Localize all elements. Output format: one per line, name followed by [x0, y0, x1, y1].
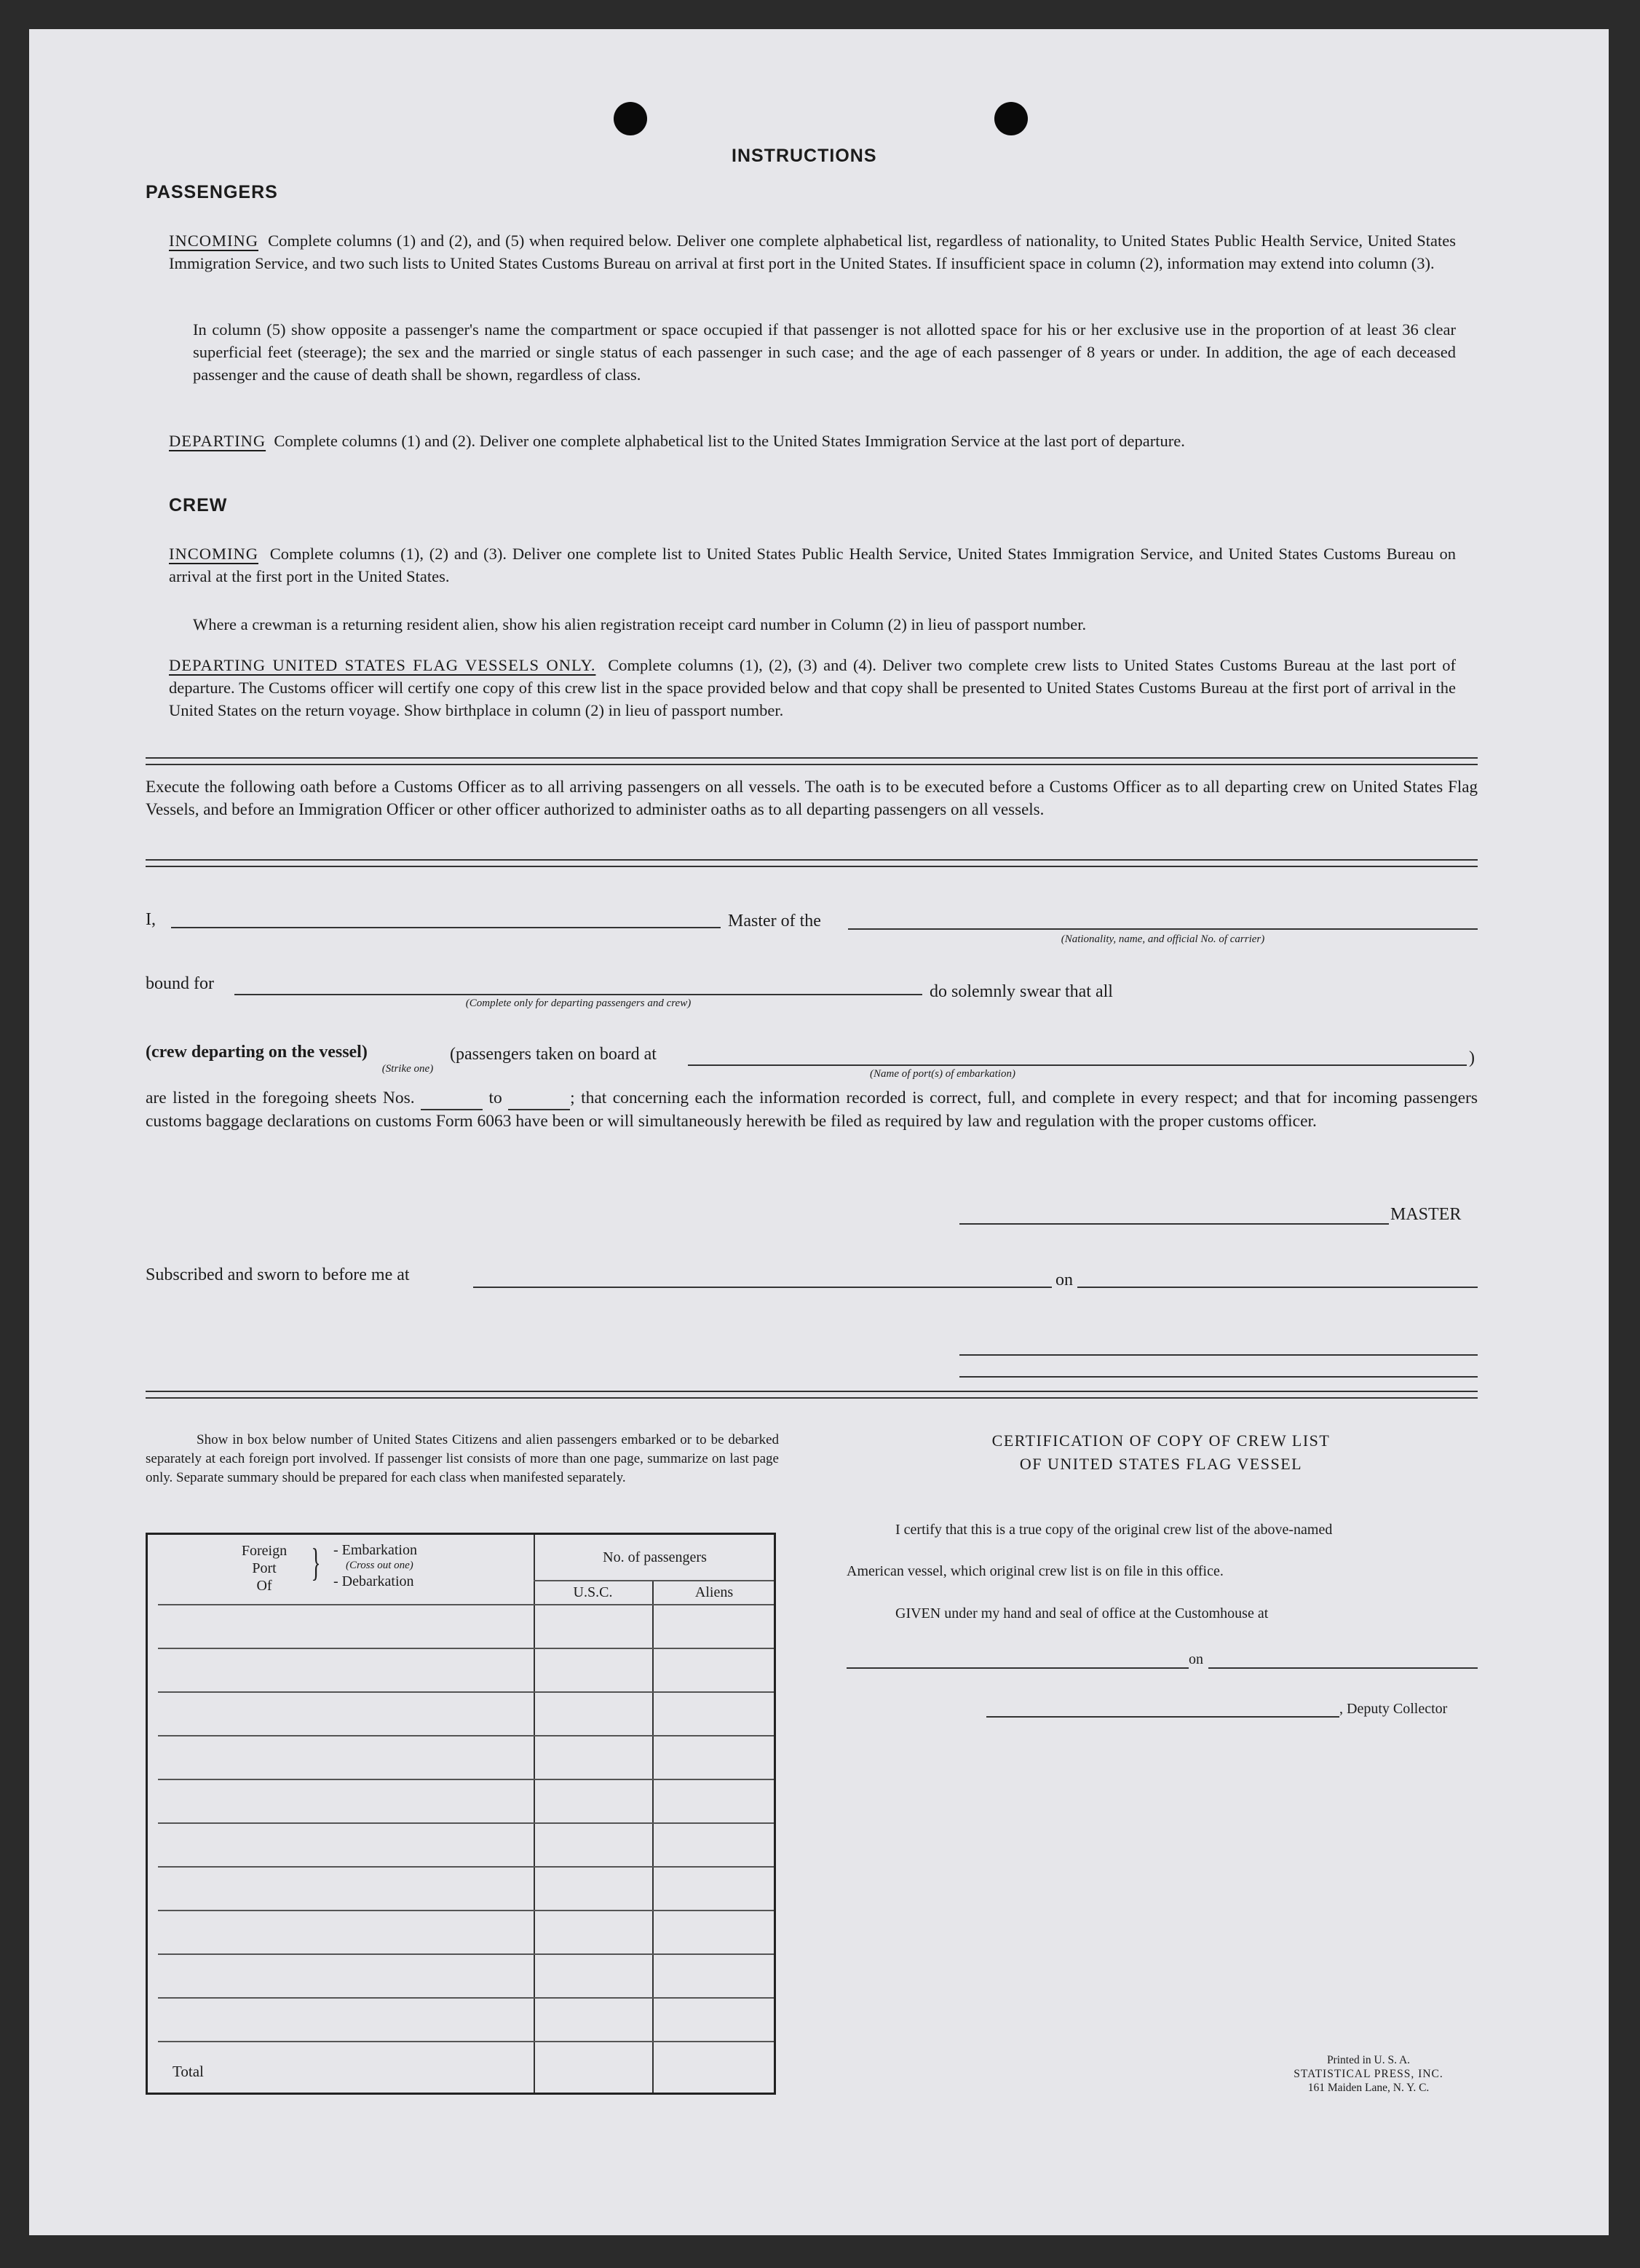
crew-departing-label: DEPARTING UNITED STATES FLAG VESSELS ONLY.	[169, 656, 596, 674]
embarkation-label: - Embarkation	[333, 1542, 417, 1558]
aliens-header: Aliens	[694, 1584, 734, 1600]
given-text: GIVEN under my hand and seal of office at the Customhouse at	[895, 1605, 1269, 1621]
debarkation-label: - Debarkation	[333, 1573, 414, 1589]
sheet-from-field[interactable]	[421, 1087, 483, 1110]
certification-line-1: I certify that this is a true copy of the original crew list of the above-named	[895, 1522, 1333, 1538]
crew-heading: CREW	[169, 495, 228, 515]
deputy-signature-field[interactable]	[986, 1716, 1339, 1718]
of-label: Of	[256, 1578, 272, 1594]
instructions-title: INSTRUCTIONS	[732, 146, 877, 166]
crew-departing-option	[146, 1043, 368, 1062]
sworn-on-label: on	[1055, 1271, 1073, 1289]
passengers-departing-text: Complete columns (1) and (2). Deliver one complete alphabetical list to the United States Immigration Service at the last port of departure.	[274, 432, 1185, 450]
crew-incoming-text: Complete columns (1), (2) and (3). Deliver one complete list to United States Public Health Service, United States Immigration Service, and United States Customs Bureau on arrival at the first port in the United States.	[169, 545, 1457, 585]
passengers-departing-paragraph	[169, 430, 1456, 452]
officer-signature-field[interactable]	[959, 1354, 1478, 1356]
column5-paragraph: In column (5) show opposite a passenger's name the compartment or space occupied if that passenger is not allotted space for his or her exclusive use in the proportion of at least 36 clear superficial feet (steerage); the sex and the married or single status of each passenger in such case; and the age of each passenger of 8 years or under. In addition, the age of each deceased passenger and the cause of death shall be shown, regardless of class.	[193, 320, 1456, 384]
oath-intro: Execute the following oath before a Customs Officer as to all arriving passengers on all vessels. The oath is to be executed before a Customs Officer as to all departing crew on United States Flag Vessels, and before an Immigration Officer or other officer authorized to administer oaths as to all departing passengers on all vessels.	[146, 778, 1478, 818]
table-row	[158, 1648, 774, 1649]
table-divider	[652, 1580, 654, 2093]
bound-for-label: bound for	[146, 974, 214, 993]
sworn-place-field[interactable]	[473, 1287, 1052, 1288]
passengers-taken-label: (passengers taken on board at	[450, 1045, 657, 1064]
printer-line-1: Printed in U. S. A.	[1326, 2054, 1411, 2066]
certification-title-line-1: CERTIFICATION OF COPY OF CREW LIST	[991, 1431, 1331, 1450]
table-row	[158, 1997, 774, 1999]
port-label: Port	[252, 1560, 277, 1576]
passengers-departing-label: DEPARTING	[169, 432, 266, 450]
listed-text-b: ; that concerning each the information recorded is correct, full, and complete in every respect; and that for incoming passengers customs baggage declarations on customs Form 6063 have been or will simultaneously herewith be filed as required by law and regulation with the proper customs officer.	[146, 1088, 1478, 1131]
brace-icon: }	[311, 1541, 321, 1584]
no-passengers-header: No. of passengers	[603, 1549, 707, 1565]
table-row	[158, 1735, 774, 1736]
close-paren: )	[1469, 1048, 1475, 1067]
deputy-collector-label: , Deputy Collector	[1339, 1701, 1448, 1717]
printer-line-3: 161 Maiden Lane, N. Y. C.	[1307, 2082, 1430, 2094]
table-row	[158, 1866, 774, 1868]
total-label: Total	[173, 2063, 204, 2080]
crew-incoming-label: INCOMING	[169, 545, 258, 563]
certification-title-line-2: OF UNITED STATES FLAG VESSEL	[1019, 1455, 1303, 1473]
swear-text: do solemnly swear that all	[930, 982, 1113, 1001]
section-divider	[146, 757, 1478, 765]
summary-note: Show in box below number of United States Citizens and alien passengers embarked or to be debarked separately at each foreign port involved. If passenger list consists of more than one page, summarize on last page only. Separate summary should be prepared for each class when manifested separately.	[146, 1432, 779, 1485]
foreign-label: Foreign	[241, 1543, 288, 1559]
officer-title-field[interactable]	[959, 1376, 1478, 1378]
table-row	[158, 2041, 774, 2042]
sheet-to-field[interactable]	[508, 1087, 570, 1110]
oath-i-label: I,	[146, 910, 156, 929]
section-divider	[146, 1391, 1478, 1399]
carrier-caption: (Nationality, name, and official No. of carrier)	[1061, 933, 1265, 945]
certification-date-field[interactable]	[1208, 1667, 1478, 1669]
bound-for-field[interactable]	[234, 994, 922, 995]
certification-line-2: American vessel, which original crew list is on file in this office.	[847, 1563, 1224, 1579]
passengers-incoming-label: INCOMING	[169, 232, 258, 250]
crew-departing-text: Complete columns (1), (2), (3) and (4). Deliver two complete crew lists to United States Customs Bureau at the last port of departure. The Customs officer will certify one copy of this crew list in the space provided below and that copy shall be presented to United States Customs Bureau at the first port of arrival in the United States on the return voyage. Show birthplace in column (2) in lieu of passport number.	[169, 656, 1456, 719]
listed-paragraph	[146, 1087, 1478, 1132]
table-divider	[158, 1604, 774, 1605]
subscribed-label: Subscribed and sworn to before me at	[146, 1265, 410, 1284]
crew-departing-paragraph	[169, 654, 1456, 722]
listed-to: to	[488, 1088, 502, 1107]
bound-for-caption: (Complete only for departing passengers and crew)	[465, 997, 692, 1009]
master-signature-field[interactable]	[959, 1223, 1389, 1225]
ports-caption: (Name of port(s) of embarkation)	[870, 1068, 1015, 1080]
passengers-incoming-text: Complete columns (1) and (2), and (5) when required below. Deliver one complete alphabetical list, regardless of nationality, to United States Public Health Service, United States Immigration Service, and two such lists to United States Customs Bureau on arrival at first port in the United States. If insufficient space in column (2), information may extend into column (3).	[169, 232, 1457, 272]
printer-imprint	[1252, 2053, 1485, 2095]
punch-hole-right	[994, 102, 1028, 135]
section-divider	[146, 859, 1478, 867]
certification-on-label: on	[1189, 1651, 1203, 1667]
master-label: MASTER	[1390, 1205, 1462, 1224]
printer-line-2: STATISTICAL PRESS, INC.	[1294, 2068, 1443, 2080]
crew-resident-paragraph: Where a crewman is a returning resident alien, show his alien registration receipt card number in Column (2) in lieu of passport number.	[193, 615, 1087, 633]
certification-title	[892, 1429, 1430, 1476]
listed-text-a: are listed in the foregoing sheets Nos.	[146, 1088, 415, 1107]
table-row	[158, 1779, 774, 1780]
passengers-incoming-paragraph	[169, 229, 1456, 274]
passengers-heading: PASSENGERS	[146, 182, 278, 202]
punch-hole-left	[614, 102, 647, 135]
cross-out-caption: (Cross out one)	[346, 1560, 413, 1571]
master-of-label: Master of the	[728, 912, 821, 930]
crew-departing-strong: (crew departing on the vessel)	[146, 1043, 368, 1062]
table-row	[158, 1953, 774, 1955]
embarkation-ports-field[interactable]	[688, 1064, 1467, 1066]
table-divider	[534, 1580, 774, 1581]
carrier-field[interactable]	[848, 928, 1478, 930]
passenger-summary-table	[146, 1533, 776, 2095]
table-row	[158, 1822, 774, 1824]
sworn-date-field[interactable]	[1077, 1287, 1478, 1288]
master-name-field[interactable]	[171, 927, 721, 928]
usc-header: U.S.C.	[573, 1584, 613, 1600]
foreign-port-of-label	[228, 1542, 301, 1595]
customhouse-field[interactable]	[847, 1667, 1189, 1669]
strike-caption: (Strike one)	[381, 1063, 434, 1075]
table-row	[158, 1691, 774, 1693]
table-row	[158, 1910, 774, 1911]
crew-incoming-paragraph	[169, 542, 1456, 588]
table-divider	[534, 1535, 535, 2093]
